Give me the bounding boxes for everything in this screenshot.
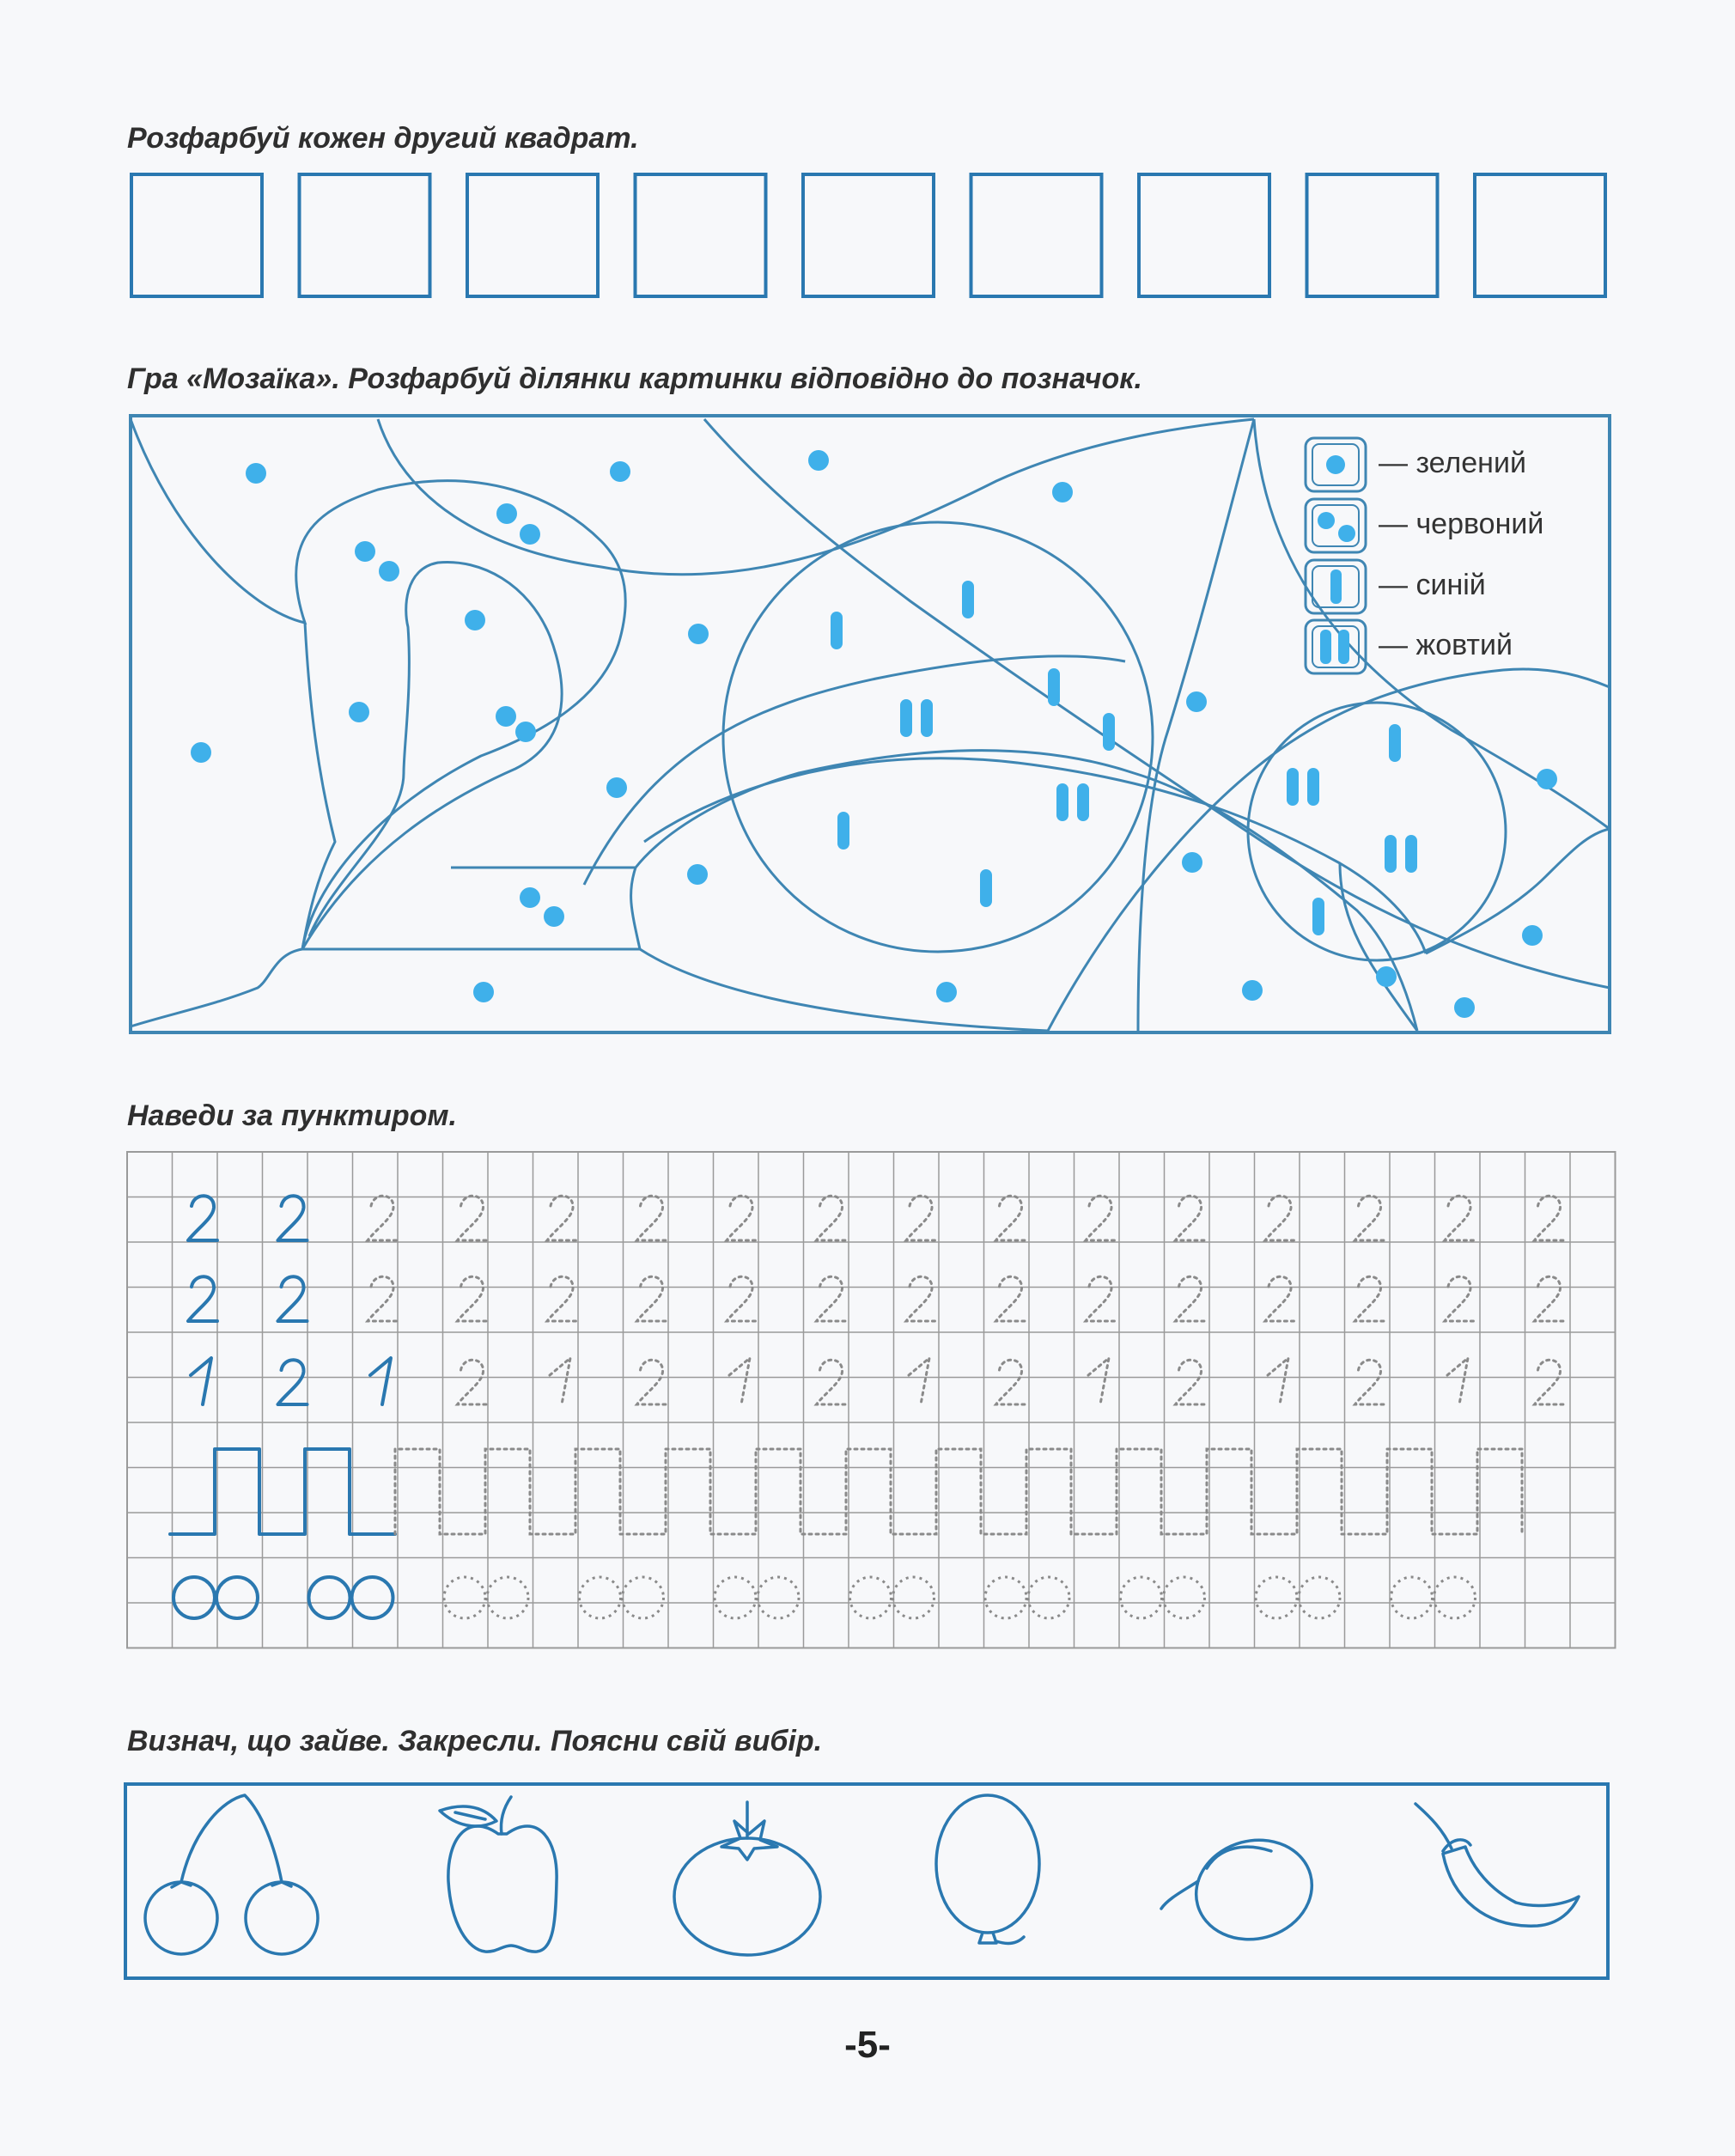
tracing-digit [996, 1276, 1026, 1321]
mosaic-bar [1307, 768, 1319, 806]
tracing-digit [1445, 1196, 1474, 1240]
tracing-digit [1265, 1196, 1294, 1240]
mosaic-dot [808, 450, 829, 471]
mosaic-dot [936, 982, 957, 1002]
tracing-digit [906, 1196, 935, 1240]
mosaic-bar [831, 612, 843, 649]
mosaic-dot [349, 702, 369, 722]
odd-frame [125, 1784, 1608, 1978]
tracing-digit [547, 1276, 576, 1321]
tracing-circle [1164, 1577, 1205, 1618]
tracing-digit [1355, 1360, 1385, 1404]
mosaic-dot [515, 722, 536, 742]
mosaic-region-line [131, 419, 640, 949]
mosaic-dot [1052, 482, 1073, 502]
coloring-square [1475, 174, 1605, 296]
mosaic-bar [900, 699, 912, 737]
legend-dot-icon [1338, 525, 1355, 542]
mosaic-dot [465, 610, 485, 630]
mosaic-bar [962, 581, 974, 618]
mosaic-region-line [131, 623, 335, 1026]
legend-label-blue: — синій [1379, 569, 1486, 601]
tracing-digit [817, 1196, 846, 1240]
task-squares-title: Розфарбуй кожен другий квадрат. [127, 122, 639, 155]
pepper-icon [1415, 1804, 1579, 1926]
mosaic-bar [1077, 783, 1089, 821]
tracing-circle [216, 1577, 258, 1618]
legend-bar-icon [1338, 630, 1349, 664]
cherries-icon [145, 1795, 318, 1954]
task-tracing-title: Наведи за пунктиром. [127, 1099, 457, 1132]
tracing-digit [1086, 1276, 1115, 1321]
tracing-circle [1121, 1577, 1162, 1618]
mosaic-bar [1103, 713, 1115, 751]
mosaic-dot [520, 887, 540, 908]
mosaic-bar [1312, 898, 1324, 935]
coloring-square [971, 174, 1102, 296]
grid-border [127, 1152, 1616, 1648]
tracing-digit [370, 1358, 391, 1404]
coloring-square [803, 174, 934, 296]
coloring-square [1307, 174, 1438, 296]
tracing-digit [278, 1196, 307, 1240]
mosaic-dot [610, 461, 630, 482]
mosaic-dot [1537, 769, 1557, 789]
mosaic-big-circle [723, 522, 1153, 952]
legend-label-yellow: — жовтий [1379, 629, 1513, 661]
odd-one-out-box [125, 1784, 1608, 1978]
tracing-digit [1088, 1358, 1109, 1404]
tracing-circle [1434, 1577, 1476, 1618]
mosaic-dot [544, 906, 564, 927]
tracing-digit [909, 1358, 929, 1404]
tracing-digit [637, 1276, 667, 1321]
tracing-digit [996, 1360, 1026, 1404]
page-number: -5- [844, 2024, 891, 2066]
coloring-square [467, 174, 598, 296]
mosaic-region-line [631, 751, 1417, 1031]
squares-row [131, 174, 1605, 296]
tracing-digit [550, 1358, 570, 1404]
tracing-digit [1355, 1196, 1385, 1240]
mosaic-dot [687, 864, 708, 885]
tomato-icon [674, 1802, 820, 1955]
tracing-digit [188, 1276, 217, 1321]
tracing-digit [1447, 1358, 1468, 1404]
mosaic-bar [1287, 768, 1299, 806]
mosaic-dot [1242, 980, 1263, 1001]
balloon-icon [936, 1795, 1039, 1943]
mosaic-dot [1376, 966, 1397, 987]
tracing-digit [637, 1360, 667, 1404]
tracing-digit [727, 1276, 756, 1321]
tracing-digit [817, 1360, 846, 1404]
tracing-digit [368, 1196, 397, 1240]
mosaic-region-line [584, 656, 1125, 885]
mosaic-region-line [704, 419, 1610, 988]
mosaic-bar [1048, 668, 1060, 706]
tracing-circle [1299, 1577, 1340, 1618]
mosaic-dot [355, 541, 375, 562]
tracing-circle [623, 1577, 664, 1618]
tracing-digit [1355, 1276, 1385, 1321]
plum-icon [1161, 1827, 1323, 1952]
legend-dot-icon [1326, 455, 1345, 474]
tracing-digit [368, 1276, 397, 1321]
mosaic-bar [1385, 835, 1397, 873]
mosaic-dot [688, 624, 709, 644]
tracing-digit [278, 1360, 307, 1404]
tracing-circle [1391, 1577, 1433, 1618]
tracing-digit [278, 1276, 307, 1321]
legend-bar-icon [1320, 630, 1331, 664]
tracing-digit [1268, 1358, 1288, 1404]
mosaic-dot [496, 503, 517, 524]
mosaic-bar [921, 699, 933, 737]
mosaic-dot [1454, 997, 1475, 1018]
coloring-square [131, 174, 262, 296]
legend-label-green: — зелений [1379, 447, 1526, 479]
tracing-digit [1445, 1276, 1474, 1321]
mosaic-region-line [1138, 419, 1254, 1031]
mosaic-dot [246, 463, 266, 484]
tracing-digit [1086, 1196, 1115, 1240]
tracing-circle [985, 1577, 1026, 1618]
tracing-digit [547, 1196, 576, 1240]
tracing-circle [850, 1577, 892, 1618]
tracing-circle [758, 1577, 799, 1618]
tracing-digit [1176, 1196, 1205, 1240]
tracing-circle [487, 1577, 528, 1618]
tracing-digit [637, 1196, 667, 1240]
tracing-digit [729, 1358, 750, 1404]
tracing-circle [1028, 1577, 1069, 1618]
mosaic-region-line [640, 949, 1048, 1031]
legend-bar-icon [1330, 569, 1342, 604]
tracing-digit [191, 1358, 211, 1404]
tracing-digit [1535, 1360, 1564, 1404]
mosaic-small-circle [1248, 703, 1506, 960]
mosaic-bar [980, 869, 992, 907]
tracing-circle [715, 1577, 756, 1618]
mosaic-bar [1405, 835, 1417, 873]
tracing-digit [188, 1196, 217, 1240]
mosaic-dot [379, 561, 399, 582]
mosaic-dot [473, 982, 494, 1002]
tracing-wave-solid [170, 1449, 395, 1534]
tracing-digit [1176, 1360, 1205, 1404]
task-mosaic-title: Гра «Мозаїка». Розфарбуй ділянки картинки відповідно до позначок. [127, 362, 1142, 395]
tracing-digit [727, 1196, 756, 1240]
mosaic-region-line [378, 419, 1254, 575]
mosaic-region-line [1048, 669, 1610, 1031]
tracing-digit [996, 1196, 1026, 1240]
tracing-circle [1256, 1577, 1297, 1618]
tracing-digit [458, 1360, 487, 1404]
tracing-digit [1265, 1276, 1294, 1321]
mosaic-dot [520, 524, 540, 545]
tracing-circle [352, 1577, 393, 1618]
apple-icon [440, 1797, 557, 1952]
tracing-circle [893, 1577, 934, 1618]
mosaic-dot [1522, 925, 1543, 946]
coloring-square [636, 174, 766, 296]
tracing-digit [1535, 1276, 1564, 1321]
tracing-digit [458, 1196, 487, 1240]
legend-dot-icon [1318, 512, 1335, 529]
legend-label-red: — червоний [1379, 508, 1544, 540]
mosaic-bar [1389, 724, 1401, 762]
tracing-circle [580, 1577, 621, 1618]
tracing-circle [444, 1577, 485, 1618]
tracing-digit [458, 1276, 487, 1321]
tracing-grid [127, 1152, 1616, 1648]
mosaic-dot [191, 742, 211, 763]
tracing-digit [817, 1276, 846, 1321]
mosaic-bar [1056, 783, 1068, 821]
tracing-digit [1535, 1196, 1564, 1240]
mosaic-dot [496, 706, 516, 727]
tracing-wave-dotted [395, 1449, 1522, 1534]
mosaic-bar [837, 812, 849, 850]
mosaic-dot [1186, 691, 1207, 712]
tracing-digit [906, 1276, 935, 1321]
coloring-square [300, 174, 430, 296]
mosaic-region-line [1340, 863, 1417, 1031]
coloring-square [1139, 174, 1269, 296]
mosaic-dot [606, 777, 627, 798]
tracing-circle [174, 1577, 215, 1618]
tracing-circle [309, 1577, 350, 1618]
tracing-digit [1176, 1276, 1205, 1321]
mosaic-dot [1182, 852, 1202, 873]
task-odd-title: Визнач, що зайве. Закресли. Поясни свій вибір. [127, 1725, 823, 1757]
